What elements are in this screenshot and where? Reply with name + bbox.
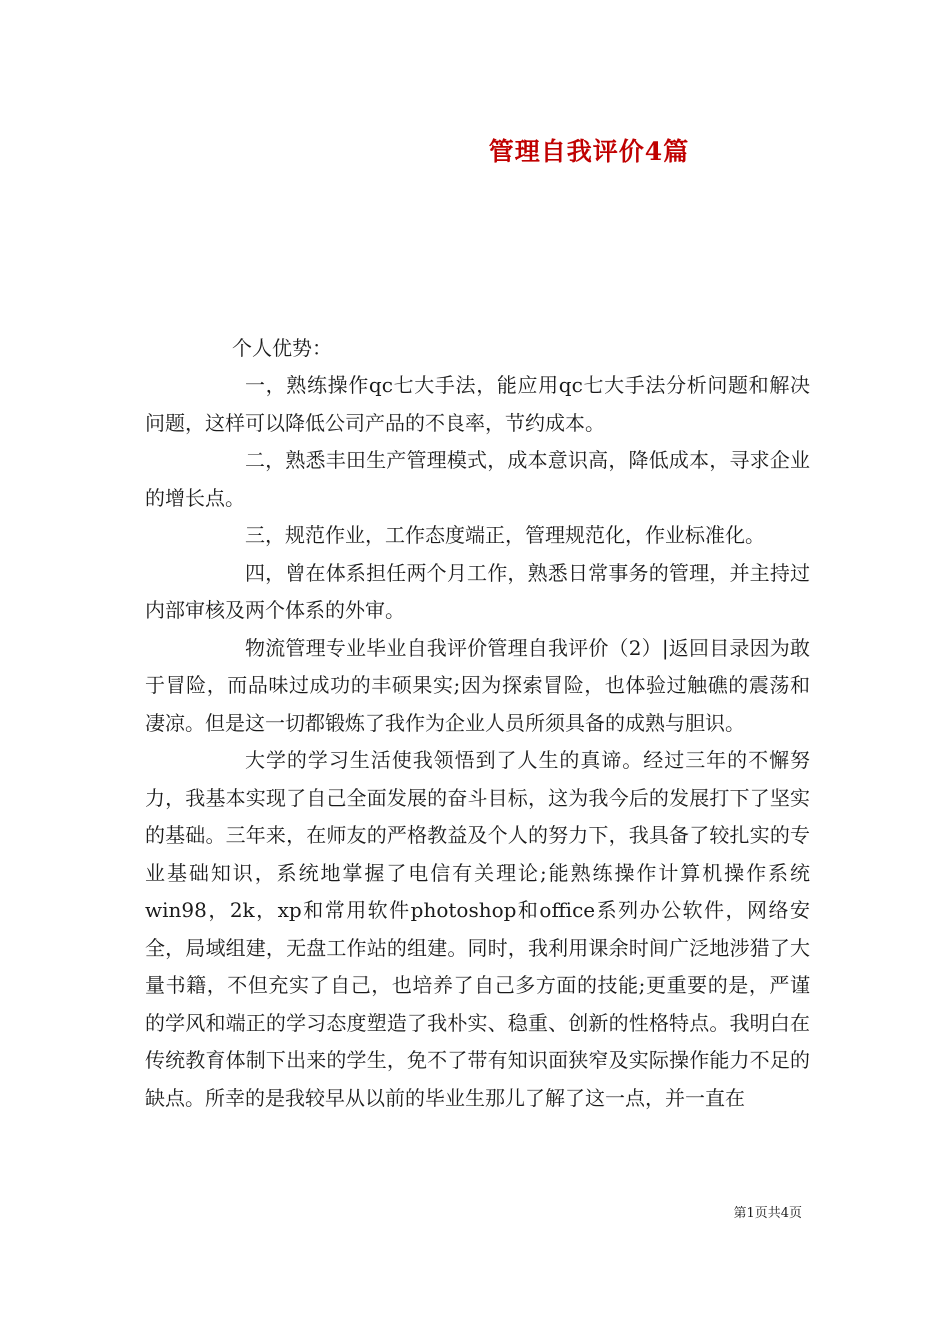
paragraph-4: 四，曾在体系担任两个月工作，熟悉日常事务的管理，并主持过内部审核及两个体系的外审。 [145, 560, 810, 622]
document-body [145, 367, 810, 1117]
page-footer: 第1页共4页 [733, 1206, 802, 1221]
paragraph-6: 大学的学习生活使我领悟到了人生的真谛。经过三年的不懈努力，我基本实现了自己全面发展的奋斗目标，这为我今后的发展打下了坚实的基础。三年来，在师友的严格教益及个人的努力下，我具备了较扎实的专业基础知识，系统地掌握了电信有关理论;能熟练操作计算机操作系统win98，2k，xp和常用软件photoshop和office系列办公软件，网络安全，局域组建，无盘工作站的组建。同时，我利用课余时间广泛地涉猎了大量书籍，不但充实了自己，也培养了自己多方面的技能;更重要的是，严谨的学风和端正的学习态度塑造了我朴实、稳重、创新的性格特点。我明白在传统教育体制下出来的学生，免不了带有知识面狭窄及实际操作能力不足的缺点。所幸的是我较早从以前的毕业生那儿了解了这一点，并一直在 [145, 748, 810, 1110]
paragraph-2: 二，熟悉丰田生产管理模式，成本意识高，降低成本，寻求企业的增长点。 [145, 448, 810, 510]
paragraph-3: 三，规范作业，工作态度端正，管理规范化，作业标准化。 [245, 523, 765, 547]
paragraph-1: 一，熟练操作qc七大手法，能应用qc七大手法分析问题和解决问题，这样可以降低公司产品的不良率，节约成本。 [145, 373, 810, 435]
section-heading: 个人优势： [232, 336, 332, 360]
paragraph-5: 物流管理专业毕业自我评价管理自我评价（2）|返回目录因为敢于冒险，而品味过成功的丰硕果实;因为探索冒险，也体验过触礁的震荡和凄凉。但是这一切都锻炼了我作为企业人员所须具备的成熟与胆识。 [145, 635, 810, 735]
document-title: 管理自我评价4篇 [488, 137, 690, 166]
